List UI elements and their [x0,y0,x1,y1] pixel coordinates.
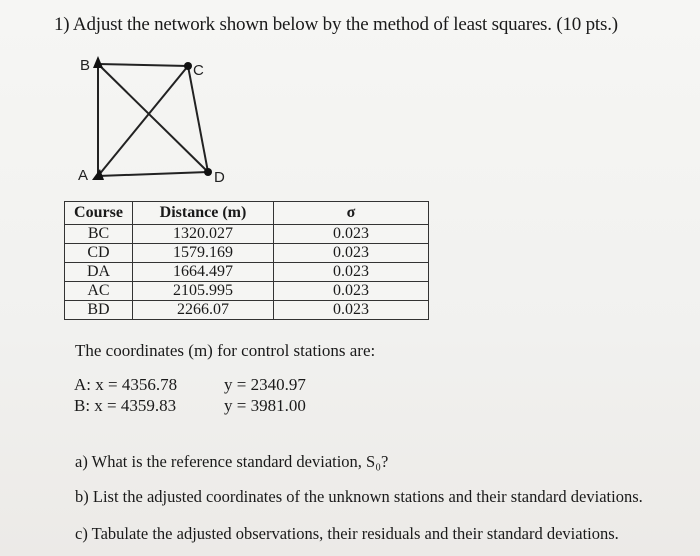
station-b-label: B [80,57,91,74]
part-a-question: a) What is the reference standard deviation, S₀? [75,452,389,471]
station-d-marker [204,168,212,176]
distance-cell: 1320.027 [133,225,274,244]
table-header-row [65,202,429,225]
line-da [98,172,208,176]
distance-cell: 1664.497 [133,263,274,282]
network-svg [70,52,240,192]
line-bc [98,64,188,66]
table-row [65,225,429,244]
header-distance: Distance (m) [133,202,274,225]
course-cell: CD [65,244,133,263]
table-row [65,282,429,301]
station-b-x: B: x = 4359.83 [74,396,177,415]
station-c-label: C [193,62,204,79]
header-course: Course [65,202,133,225]
part-c-question: c) Tabulate the adjusted observations, their residuals and their standard deviations. [75,524,619,543]
sigma-cell: 0.023 [274,282,429,301]
question-text: 1) Adjust the network shown below by the method of least squares. (10 pts.) [54,14,618,35]
station-b-y: y = 3981.00 [224,396,306,415]
station-a-x: A: x = 4356.78 [74,375,178,394]
course-cell: BC [65,225,133,244]
station-c-marker [184,62,192,70]
station-a-y: y = 2340.97 [224,375,306,394]
course-cell: BD [65,301,133,320]
distance-cell: 2105.995 [133,282,274,301]
part-b-question: b) List the adjusted coordinates of the unknown stations and their standard deviations. [75,487,643,506]
table-row [65,301,429,320]
course-cell: DA [65,263,133,282]
table-row [65,244,429,263]
table-row [65,263,429,282]
line-ac [98,66,188,176]
sigma-cell: 0.023 [274,301,429,320]
station-d-label: D [214,169,225,186]
header-sigma: σ [274,202,429,225]
station-a-label: A [78,167,89,184]
course-cell: AC [65,282,133,301]
sigma-cell: 0.023 [274,263,429,282]
distance-cell: 2266.07 [133,301,274,320]
sigma-cell: 0.023 [274,225,429,244]
station-b-marker [93,56,103,68]
sigma-cell: 0.023 [274,244,429,263]
observations-table [64,201,429,320]
control-stations-intro: The coordinates (m) for control stations are: [75,341,376,360]
network-diagram [70,52,240,192]
distance-cell: 1579.169 [133,244,274,263]
